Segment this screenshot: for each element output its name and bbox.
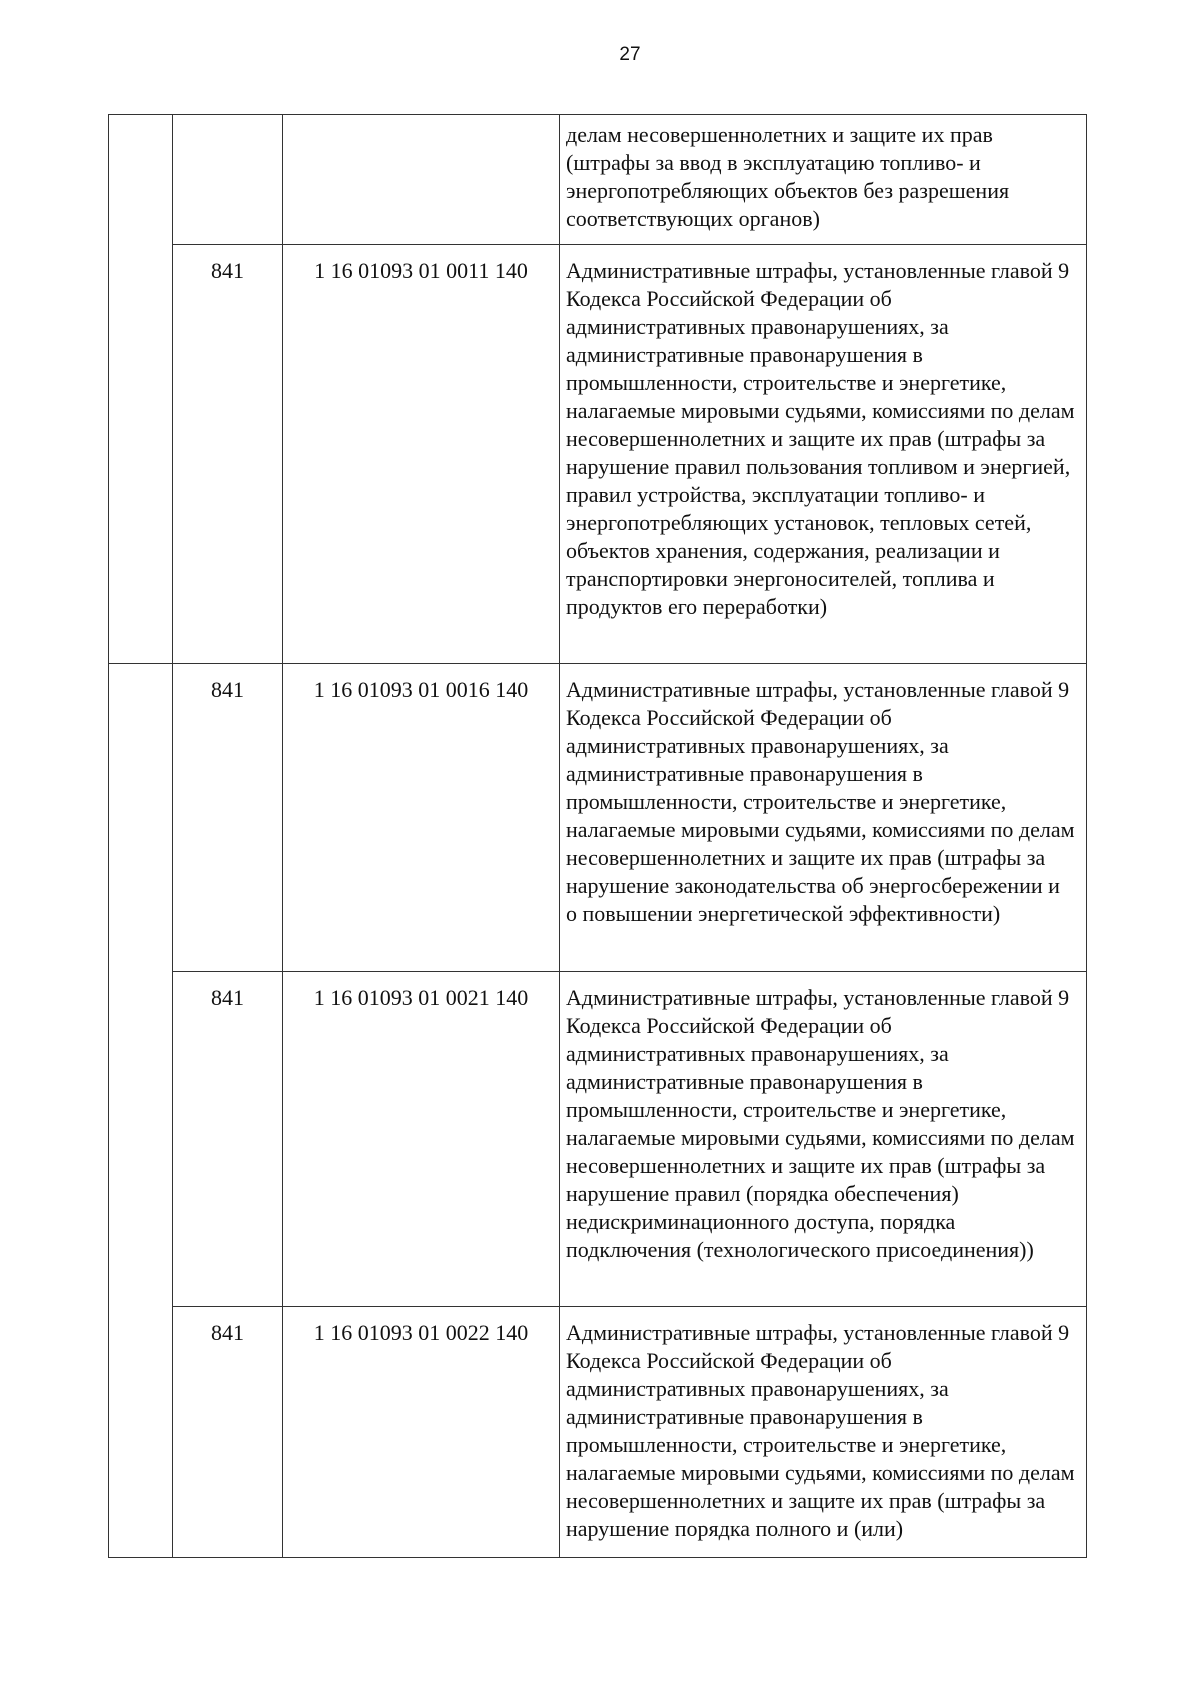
- blank-cell: [109, 1307, 173, 1558]
- page-number: 27: [619, 44, 641, 65]
- kbk-code-cell: 1 16 01093 01 0016 140: [283, 664, 560, 972]
- table-row: [109, 972, 1087, 1307]
- description-cell: Административные штрафы, установленные главой 9 Кодекса Российской Федерации об административных правонарушениях, за административные правонарушения в промышленности, строительстве и энергетике, налагаемые мировыми судьями, комиссиями по делам несовершеннолетних и защите их прав (штрафы за нарушение порядка полного и (или): [560, 1307, 1087, 1558]
- blank-cell: [109, 115, 173, 245]
- admin-code-cell: 841: [173, 245, 283, 664]
- table-row: [109, 245, 1087, 664]
- admin-code-cell: 841: [173, 1307, 283, 1558]
- table-row: [109, 664, 1087, 972]
- admin-code-cell: 841: [173, 972, 283, 1307]
- table-row: [109, 1307, 1087, 1558]
- revenue-codes-table: [108, 114, 1087, 1558]
- kbk-code-cell: 1 16 01093 01 0011 140: [283, 245, 560, 664]
- description-cell: делам несовершеннолетних и защите их прав (штрафы за ввод в эксплуатацию топливо- и энергопотребляющих объектов без разрешения соответствующих органов): [560, 115, 1087, 245]
- kbk-code-cell: 1 16 01093 01 0021 140: [283, 972, 560, 1307]
- blank-cell: [109, 245, 173, 664]
- admin-code-cell: 841: [173, 664, 283, 972]
- description-cell: Административные штрафы, установленные главой 9 Кодекса Российской Федерации об административных правонарушениях, за административные правонарушения в промышленности, строительстве и энергетике, налагаемые мировыми судьями, комиссиями по делам несовершеннолетних и защите их прав (штрафы за нарушение правил пользования топливом и энергией, правил устройства, эксплуатации топливо- и энергопотребляющих установок, тепловых сетей, объектов хранения, содержания, реализации и транспортировки энергоносителей, топлива и продуктов его переработки): [560, 245, 1087, 664]
- admin-code-cell: [173, 115, 283, 245]
- kbk-code-cell: [283, 115, 560, 245]
- description-cell: Административные штрафы, установленные главой 9 Кодекса Российской Федерации об административных правонарушениях, за административные правонарушения в промышленности, строительстве и энергетике, налагаемые мировыми судьями, комиссиями по делам несовершеннолетних и защите их прав (штрафы за нарушение правил (порядка обеспечения) недискриминационного доступа, порядка подключения (технологического присоединения)): [560, 972, 1087, 1307]
- table-row: [109, 115, 1087, 245]
- kbk-code-cell: 1 16 01093 01 0022 140: [283, 1307, 560, 1558]
- blank-cell: [109, 664, 173, 972]
- description-cell: Административные штрафы, установленные главой 9 Кодекса Российской Федерации об административных правонарушениях, за административные правонарушения в промышленности, строительстве и энергетике, налагаемые мировыми судьями, комиссиями по делам несовершеннолетних и защите их прав (штрафы за нарушение законодательства об энергосбережении и о повышении энергетической эффективности): [560, 664, 1087, 972]
- blank-cell: [109, 972, 173, 1307]
